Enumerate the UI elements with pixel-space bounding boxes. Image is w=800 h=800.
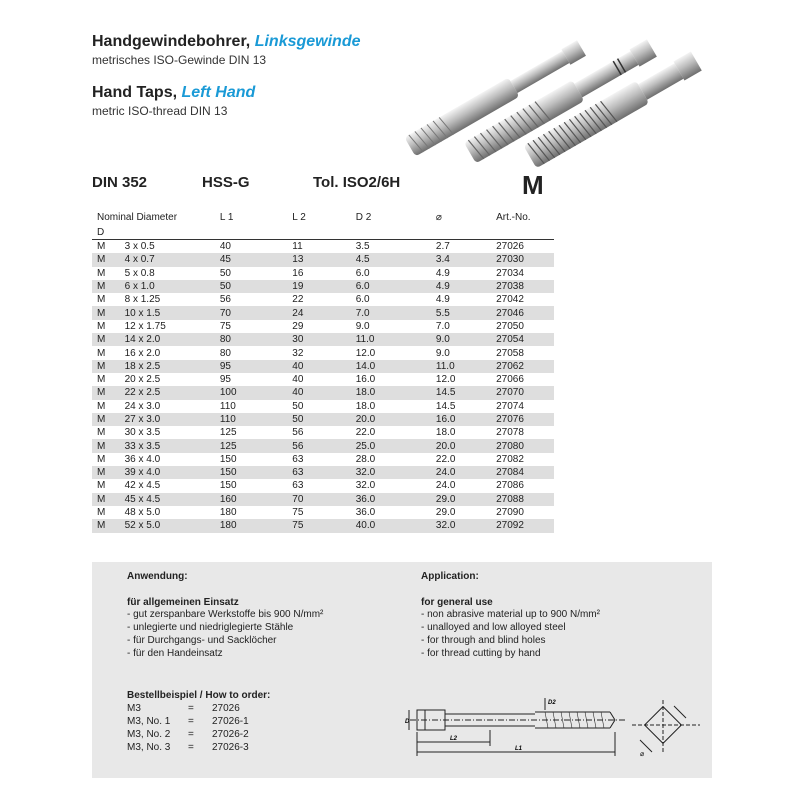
order-art: 27026 [212,703,240,714]
order-code: M3, No. 1 [127,716,171,727]
tolerance-spec: Tol. ISO2/6H [313,174,401,191]
row-d2: 25.0 [344,439,416,452]
order-eq: = [188,716,194,727]
row-d2: 22.0 [355,427,376,439]
row-square: 4.9 [435,267,450,279]
row-prefix: M [97,347,106,359]
row-diameter: 45 x 4.5 [117,493,198,506]
row-prefix: M [97,374,106,386]
row-prefix: M [97,453,106,465]
row-diameter: 33 x 3.5 [117,439,198,452]
row-square: 11.0 [416,360,496,373]
row-d2: 16.0 [355,374,376,386]
row-d2: 7.0 [344,306,416,319]
row-prefix: M [92,413,117,426]
label-l2: L2 [450,736,458,742]
application-line-german: - für Durchgangs- und Sacklöcher [127,635,277,646]
row-diameter: 10 x 1.5 [117,306,198,319]
row-diameter: 30 x 3.5 [124,427,161,439]
row-art-no: 27092 [496,519,554,532]
row-l1: 180 [198,519,272,532]
row-l1: 50 [198,280,272,293]
label-d: D [405,719,410,725]
row-square: 16.0 [416,413,496,426]
row-diameter: 48 x 5.0 [124,507,161,519]
row-l2: 40 [272,360,343,373]
row-art-no: 27038 [496,280,554,293]
row-diameter: 3 x 0.5 [124,241,155,253]
title-german-main: Handgewindebohrer, [92,33,251,50]
row-square: 24.0 [435,480,456,492]
row-diameter: 42 x 4.5 [124,480,161,492]
table-row [92,373,554,386]
row-art-no: 27046 [496,306,554,319]
row-diameter: 27 x 3.0 [117,413,198,426]
row-art-no: 27074 [496,400,524,412]
row-l1: 125 [219,427,237,439]
table-row [92,267,554,280]
row-prefix: M [92,386,117,399]
row-l1: 95 [219,374,231,386]
label-l1: L1 [515,746,523,752]
row-diameter: 22 x 2.5 [117,386,198,399]
row-l2: 75 [272,519,343,532]
row-diameter: 20 x 2.5 [124,374,161,386]
row-diameter: 4 x 0.7 [117,253,198,266]
col-square-icon: ⌀ [435,211,442,223]
material-spec: HSS-G [202,174,250,191]
row-d2: 18.0 [355,400,376,412]
order-art: 27026-1 [212,716,249,727]
row-d2: 6.0 [355,267,370,279]
row-prefix: M [92,280,117,293]
row-square: 18.0 [435,427,456,439]
row-diameter: 6 x 1.0 [117,280,198,293]
row-l1: 80 [198,333,272,346]
row-l2: 75 [292,507,304,519]
table-row [92,280,554,293]
row-l1: 45 [198,253,272,266]
table-row [92,360,554,373]
square-section-drawing [630,698,705,758]
row-l2: 29 [292,320,304,332]
table-row [92,240,554,254]
col-d-label: D [92,225,554,240]
row-square: 20.0 [416,439,496,452]
table-row [92,479,554,492]
tap-dimension-drawing [395,690,645,760]
row-l2: 11 [292,241,303,253]
row-prefix: M [97,320,106,332]
application-line-german: - unlegierte und niedriglegierte Stähle [127,622,294,633]
row-art-no: 27078 [496,427,524,439]
row-square: 24.0 [416,466,496,479]
title-english-main: Hand Taps, [92,84,178,101]
row-l1: 150 [219,480,237,492]
row-square: 32.0 [416,519,496,532]
row-square: 14.5 [435,400,456,412]
row-diameter: 18 x 2.5 [117,360,198,373]
row-l1: 150 [198,466,272,479]
row-l1: 180 [219,507,237,519]
row-l1: 125 [198,439,272,452]
row-square: 2.7 [435,241,450,253]
title-german-accent: Linksgewinde [254,33,361,50]
row-diameter: 36 x 4.0 [124,453,161,465]
col-nominal-diameter: Nominal Diameter [97,211,178,223]
application-line-german: - für den Handeinsatz [127,648,223,659]
row-diameter: 8 x 1.25 [124,294,161,306]
row-diameter: 52 x 5.0 [117,519,198,532]
table-row [92,293,554,306]
row-d2: 36.0 [344,493,416,506]
row-prefix: M [97,507,106,519]
row-l1: 70 [198,306,272,319]
row-l1: 56 [219,294,231,306]
row-l2: 24 [272,306,343,319]
row-square: 14.5 [416,386,496,399]
table-row [92,519,554,532]
row-art-no: 27066 [496,374,524,386]
row-art-no: 27076 [496,413,554,426]
row-art-no: 27042 [496,294,524,306]
table-header-row [92,209,554,225]
row-l2: 13 [272,253,343,266]
row-square: 7.0 [435,320,450,332]
square-icon: ⌀ [640,751,645,758]
row-art-no: 27070 [496,386,554,399]
row-d2: 14.0 [344,360,416,373]
row-square: 3.4 [416,253,496,266]
row-prefix: M [97,241,106,253]
table-row [92,439,554,452]
row-l1: 150 [219,453,237,465]
row-l2: 22 [292,294,304,306]
row-l1: 95 [198,360,272,373]
row-prefix: M [97,480,106,492]
row-l2: 32 [292,347,304,359]
thread-type-badge: M [522,170,544,200]
row-d2: 18.0 [344,386,416,399]
row-l1: 100 [198,386,272,399]
row-art-no: 27062 [496,360,554,373]
row-l2: 56 [292,427,304,439]
row-art-no: 27086 [496,480,524,492]
row-l1: 160 [198,493,272,506]
row-d2: 6.0 [355,294,370,306]
row-art-no: 27050 [496,320,524,332]
table-row [92,506,554,519]
row-art-no: 27088 [496,493,554,506]
din-spec: DIN 352 [92,174,148,191]
table-row [92,453,554,466]
row-square: 29.0 [435,507,456,519]
table-row [92,333,554,346]
row-square: 9.0 [435,347,450,359]
row-l2: 19 [272,280,343,293]
order-art: 27026-3 [212,742,249,753]
row-prefix: M [92,360,117,373]
row-prefix: M [92,439,117,452]
row-prefix: M [92,253,117,266]
row-square: 9.0 [416,333,496,346]
title-german [92,33,361,51]
row-prefix: M [92,466,117,479]
row-l1: 75 [219,320,231,332]
col-art-no: Art.-No. [496,211,531,223]
row-diameter: 39 x 4.0 [117,466,198,479]
title-english-accent: Left Hand [181,84,256,101]
row-l2: 16 [292,267,304,279]
row-d2: 6.0 [344,280,416,293]
col-l1: L 1 [219,211,234,223]
row-l1: 50 [219,267,231,279]
row-diameter: 16 x 2.0 [124,347,161,359]
col-l2: L 2 [292,211,306,223]
row-prefix: M [97,427,106,439]
row-d2: 32.0 [355,480,376,492]
row-square: 5.5 [416,306,496,319]
order-eq: = [188,729,194,740]
row-diameter: 14 x 2.0 [117,333,198,346]
order-code: M3, No. 2 [127,729,171,740]
row-l2: 56 [272,439,343,452]
row-art-no: 27084 [496,466,554,479]
row-prefix: M [92,493,117,506]
row-d2: 11.0 [344,333,416,346]
application-sub-german: für allgemeinen Einsatz [127,597,239,608]
row-art-no: 27034 [496,267,524,279]
size-table [92,209,554,533]
table-row [92,466,554,479]
row-art-no: 27058 [496,347,524,359]
row-square: 4.9 [416,280,496,293]
row-art-no: 27082 [496,453,524,465]
order-code: M3, No. 3 [127,742,171,753]
row-l1: 110 [198,413,272,426]
row-art-no: 27026 [496,241,524,253]
row-prefix: M [92,306,117,319]
application-line-german: - gut zerspanbare Werkstoffe bis 900 N/mm² [127,609,324,620]
row-l2: 40 [272,386,343,399]
row-d2: 36.0 [355,507,376,519]
application-line-english: - for through and blind holes [421,635,546,646]
row-l2: 30 [272,333,343,346]
order-art: 27026-2 [212,729,249,740]
row-l2: 70 [272,493,343,506]
order-eq: = [188,703,194,714]
application-title-english: Application: [421,571,479,582]
table-row [92,386,554,399]
hand-taps-image [395,25,705,170]
subtitle-german: metrisches ISO-Gewinde DIN 13 [92,53,267,67]
row-l1: 40 [219,241,231,253]
row-l2: 63 [272,466,343,479]
row-art-no: 27030 [496,253,554,266]
table-header-row-2 [92,225,554,240]
application-title-german: Anwendung: [127,571,188,582]
application-line-english: - non abrasive material up to 900 N/mm² [421,609,600,620]
row-l2: 63 [292,453,304,465]
table-row [92,253,554,266]
order-title: Bestellbeispiel / How to order: [127,690,271,701]
table-row [92,400,554,413]
col-d2: D 2 [355,211,372,223]
row-diameter: 24 x 3.0 [124,400,161,412]
label-d2: D2 [548,700,556,706]
order-code: M3 [127,703,141,714]
table-row [92,306,554,319]
row-prefix: M [97,267,106,279]
row-d2: 12.0 [355,347,376,359]
table-row [92,413,554,426]
row-l1: 80 [219,347,231,359]
title-english [92,84,255,102]
table-row [92,346,554,359]
subtitle-english: metric ISO-thread DIN 13 [92,104,228,118]
application-line-english: - unalloyed and low alloyed steel [421,622,566,633]
row-d2: 28.0 [355,453,376,465]
application-sub-english: for general use [421,597,493,608]
row-prefix: M [92,333,117,346]
table-row [92,426,554,439]
row-art-no: 27090 [496,507,524,519]
order-eq: = [188,742,194,753]
row-square: 22.0 [435,453,456,465]
table-row [92,320,554,333]
row-l2: 50 [292,400,304,412]
row-d2: 4.5 [344,253,416,266]
row-square: 4.9 [435,294,450,306]
row-l2: 40 [292,374,304,386]
row-d2: 32.0 [344,466,416,479]
row-diameter: 12 x 1.75 [124,320,166,332]
row-art-no: 27054 [496,333,554,346]
row-d2: 9.0 [355,320,370,332]
row-l1: 110 [219,400,236,412]
row-square: 12.0 [435,374,456,386]
row-square: 29.0 [416,493,496,506]
application-line-english: - for thread cutting by hand [421,648,541,659]
row-prefix: M [92,519,117,532]
row-diameter: 5 x 0.8 [124,267,155,279]
row-art-no: 27080 [496,439,554,452]
row-d2: 3.5 [355,241,370,253]
row-prefix: M [97,294,106,306]
row-d2: 20.0 [344,413,416,426]
table-row [92,493,554,506]
row-d2: 40.0 [344,519,416,532]
row-prefix: M [97,400,106,412]
row-l2: 50 [272,413,343,426]
row-l2: 63 [292,480,304,492]
